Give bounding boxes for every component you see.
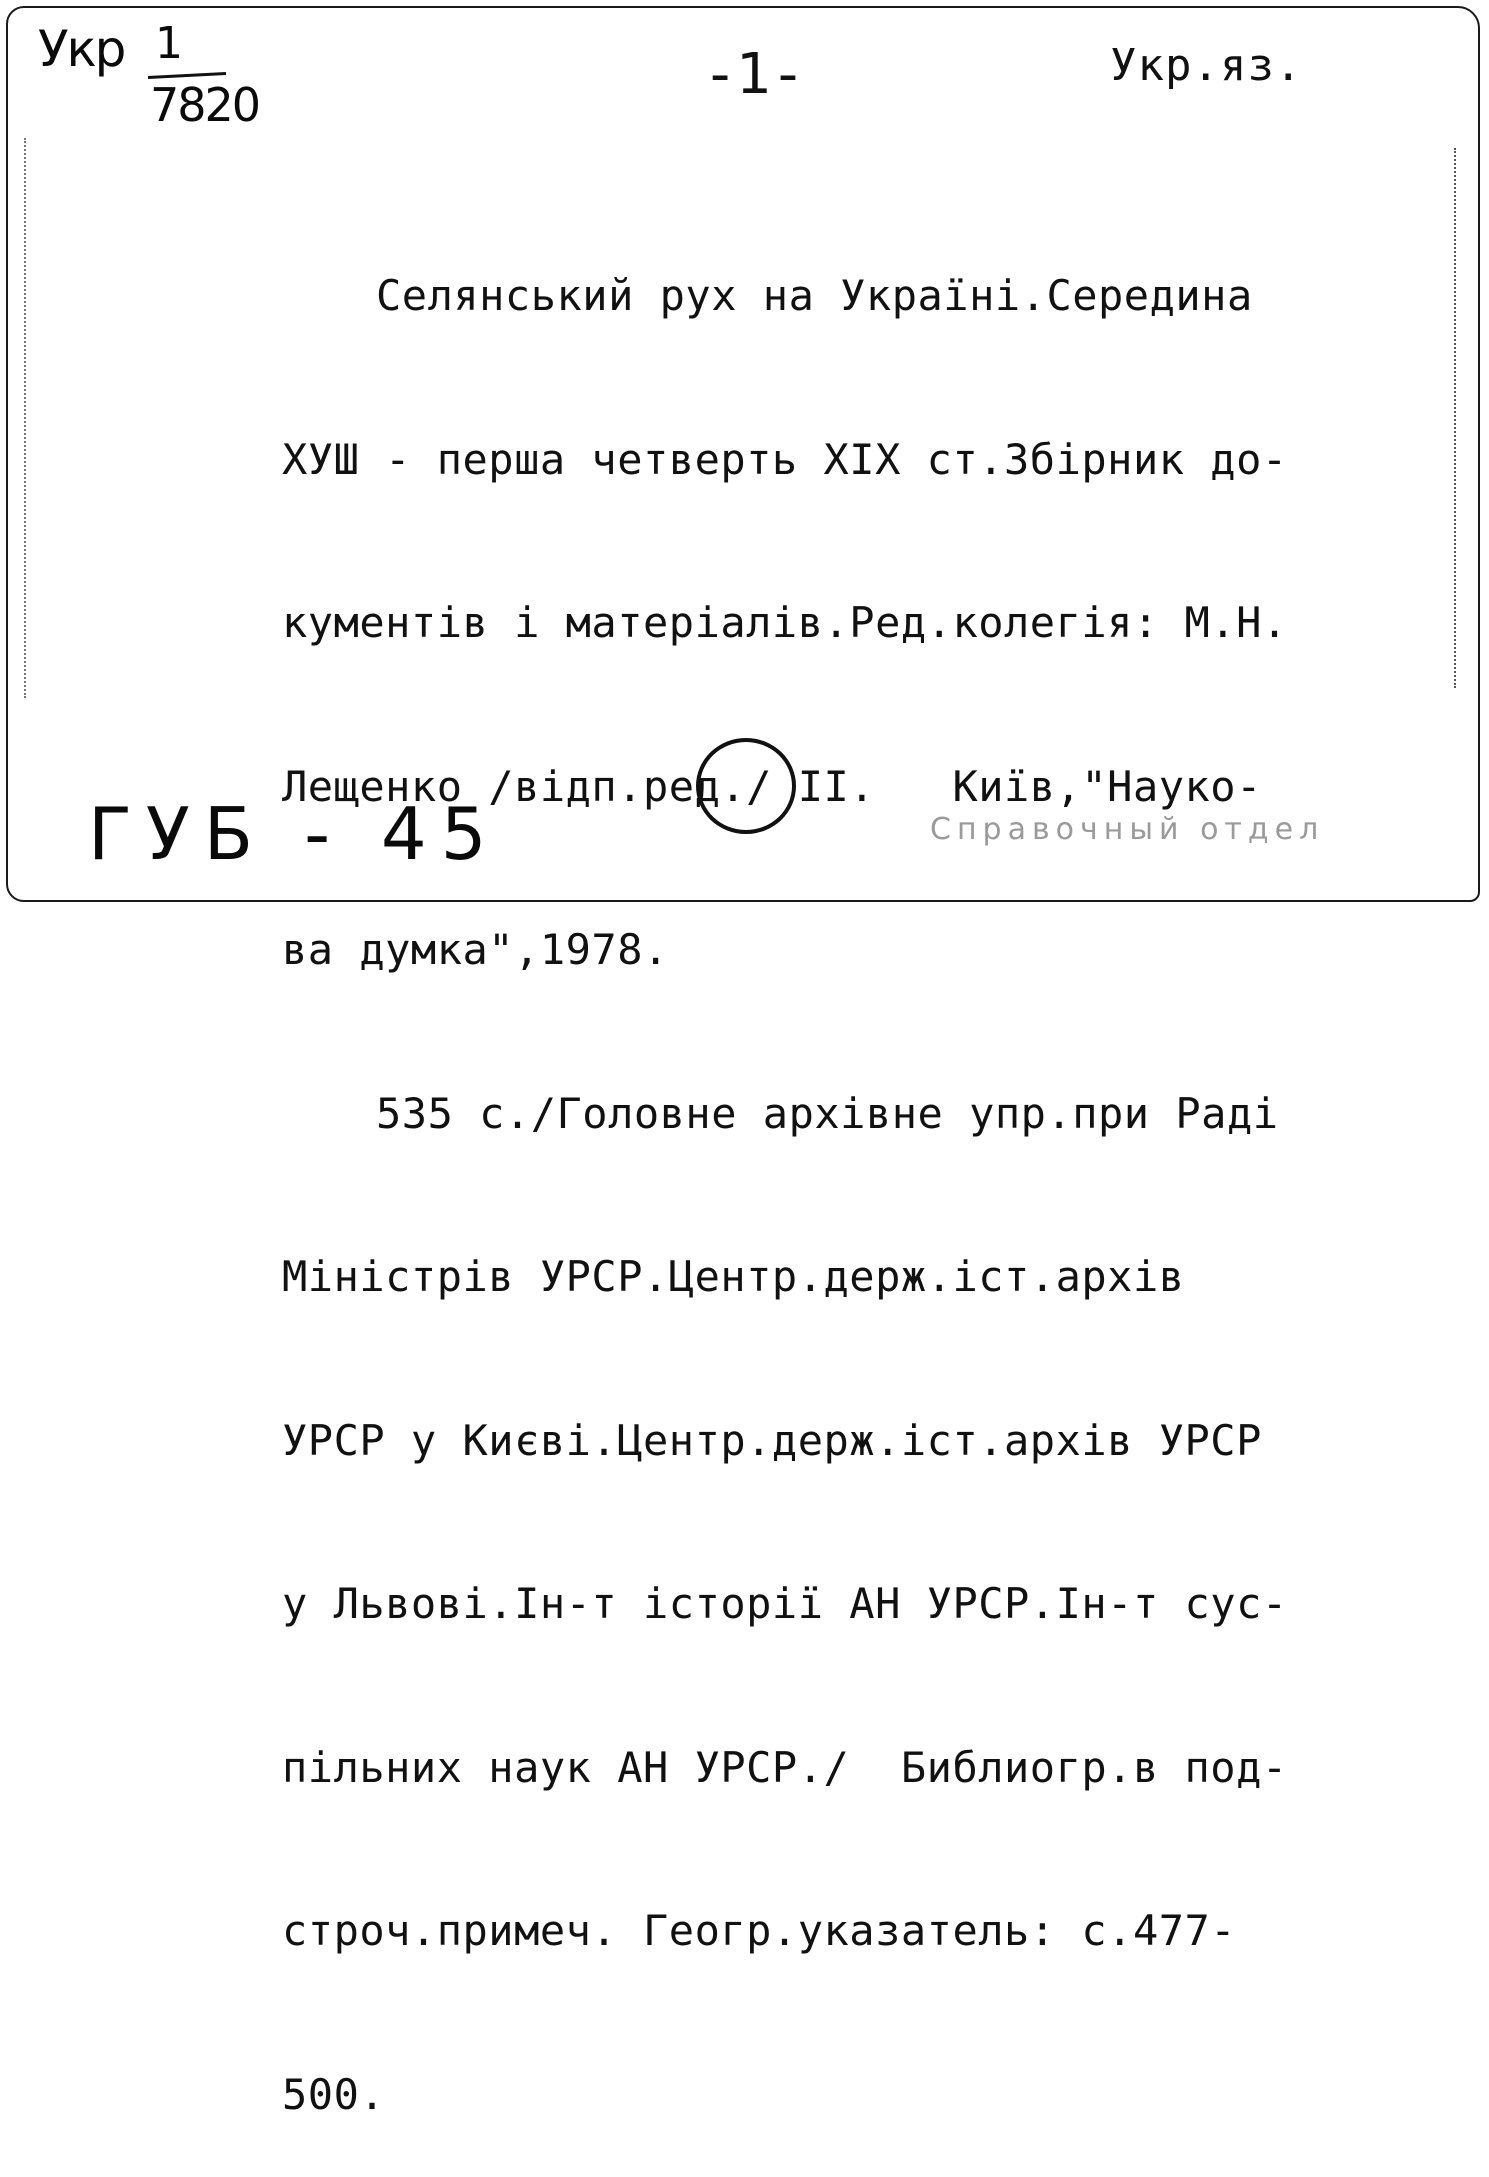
shelf-mark-prefix: Укр bbox=[38, 20, 125, 78]
page-number: -1- bbox=[710, 42, 805, 107]
record-line: у Львові.Ін-т історії АН УРСР.Ін-т сус- bbox=[282, 1579, 1288, 1628]
right-dotted-edge bbox=[1451, 148, 1456, 688]
shelf-mark-denominator: 7820 bbox=[150, 78, 260, 132]
record-line: УРСР у Києві.Центр.держ.іст.архів УРСР bbox=[282, 1415, 1262, 1465]
record-line: 500. bbox=[282, 2069, 386, 2119]
bibliographic-record bbox=[282, 160, 1442, 2177]
record-line: Селянський рух на Україні.Середина bbox=[376, 271, 1253, 320]
left-dotted-edge bbox=[24, 138, 28, 698]
record-line: ва думка",1978. bbox=[282, 925, 669, 974]
punched-circle-mark bbox=[696, 738, 796, 834]
faint-stamp: Справочный отдел bbox=[930, 812, 1325, 847]
record-line: строч.примеч. Геогр.указатель: с.477- bbox=[282, 1906, 1237, 1955]
shelf-mark-numerator: 1 bbox=[155, 18, 183, 69]
language-label: Укр.яз. bbox=[1110, 40, 1303, 91]
record-line: Лещенко /відп.ред./ ІІ. Київ,"Науко- bbox=[282, 761, 1262, 811]
record-line: кументів і матеріалів.Ред.колегія: М.Н. bbox=[282, 598, 1288, 647]
record-line: Міністрів УРСР.Центр.держ.іст.архів bbox=[282, 1252, 1185, 1301]
record-line: 535 с./Головне архівне упр.при Раді bbox=[376, 1088, 1279, 1138]
record-line: ХУШ - перша четверть XIX ст.Збірник до- bbox=[282, 434, 1288, 484]
record-line: пільних наук АН УРСР./ Библиогр.в под- bbox=[282, 1742, 1288, 1792]
inventory-number: ГУБ - 45 bbox=[88, 792, 501, 876]
